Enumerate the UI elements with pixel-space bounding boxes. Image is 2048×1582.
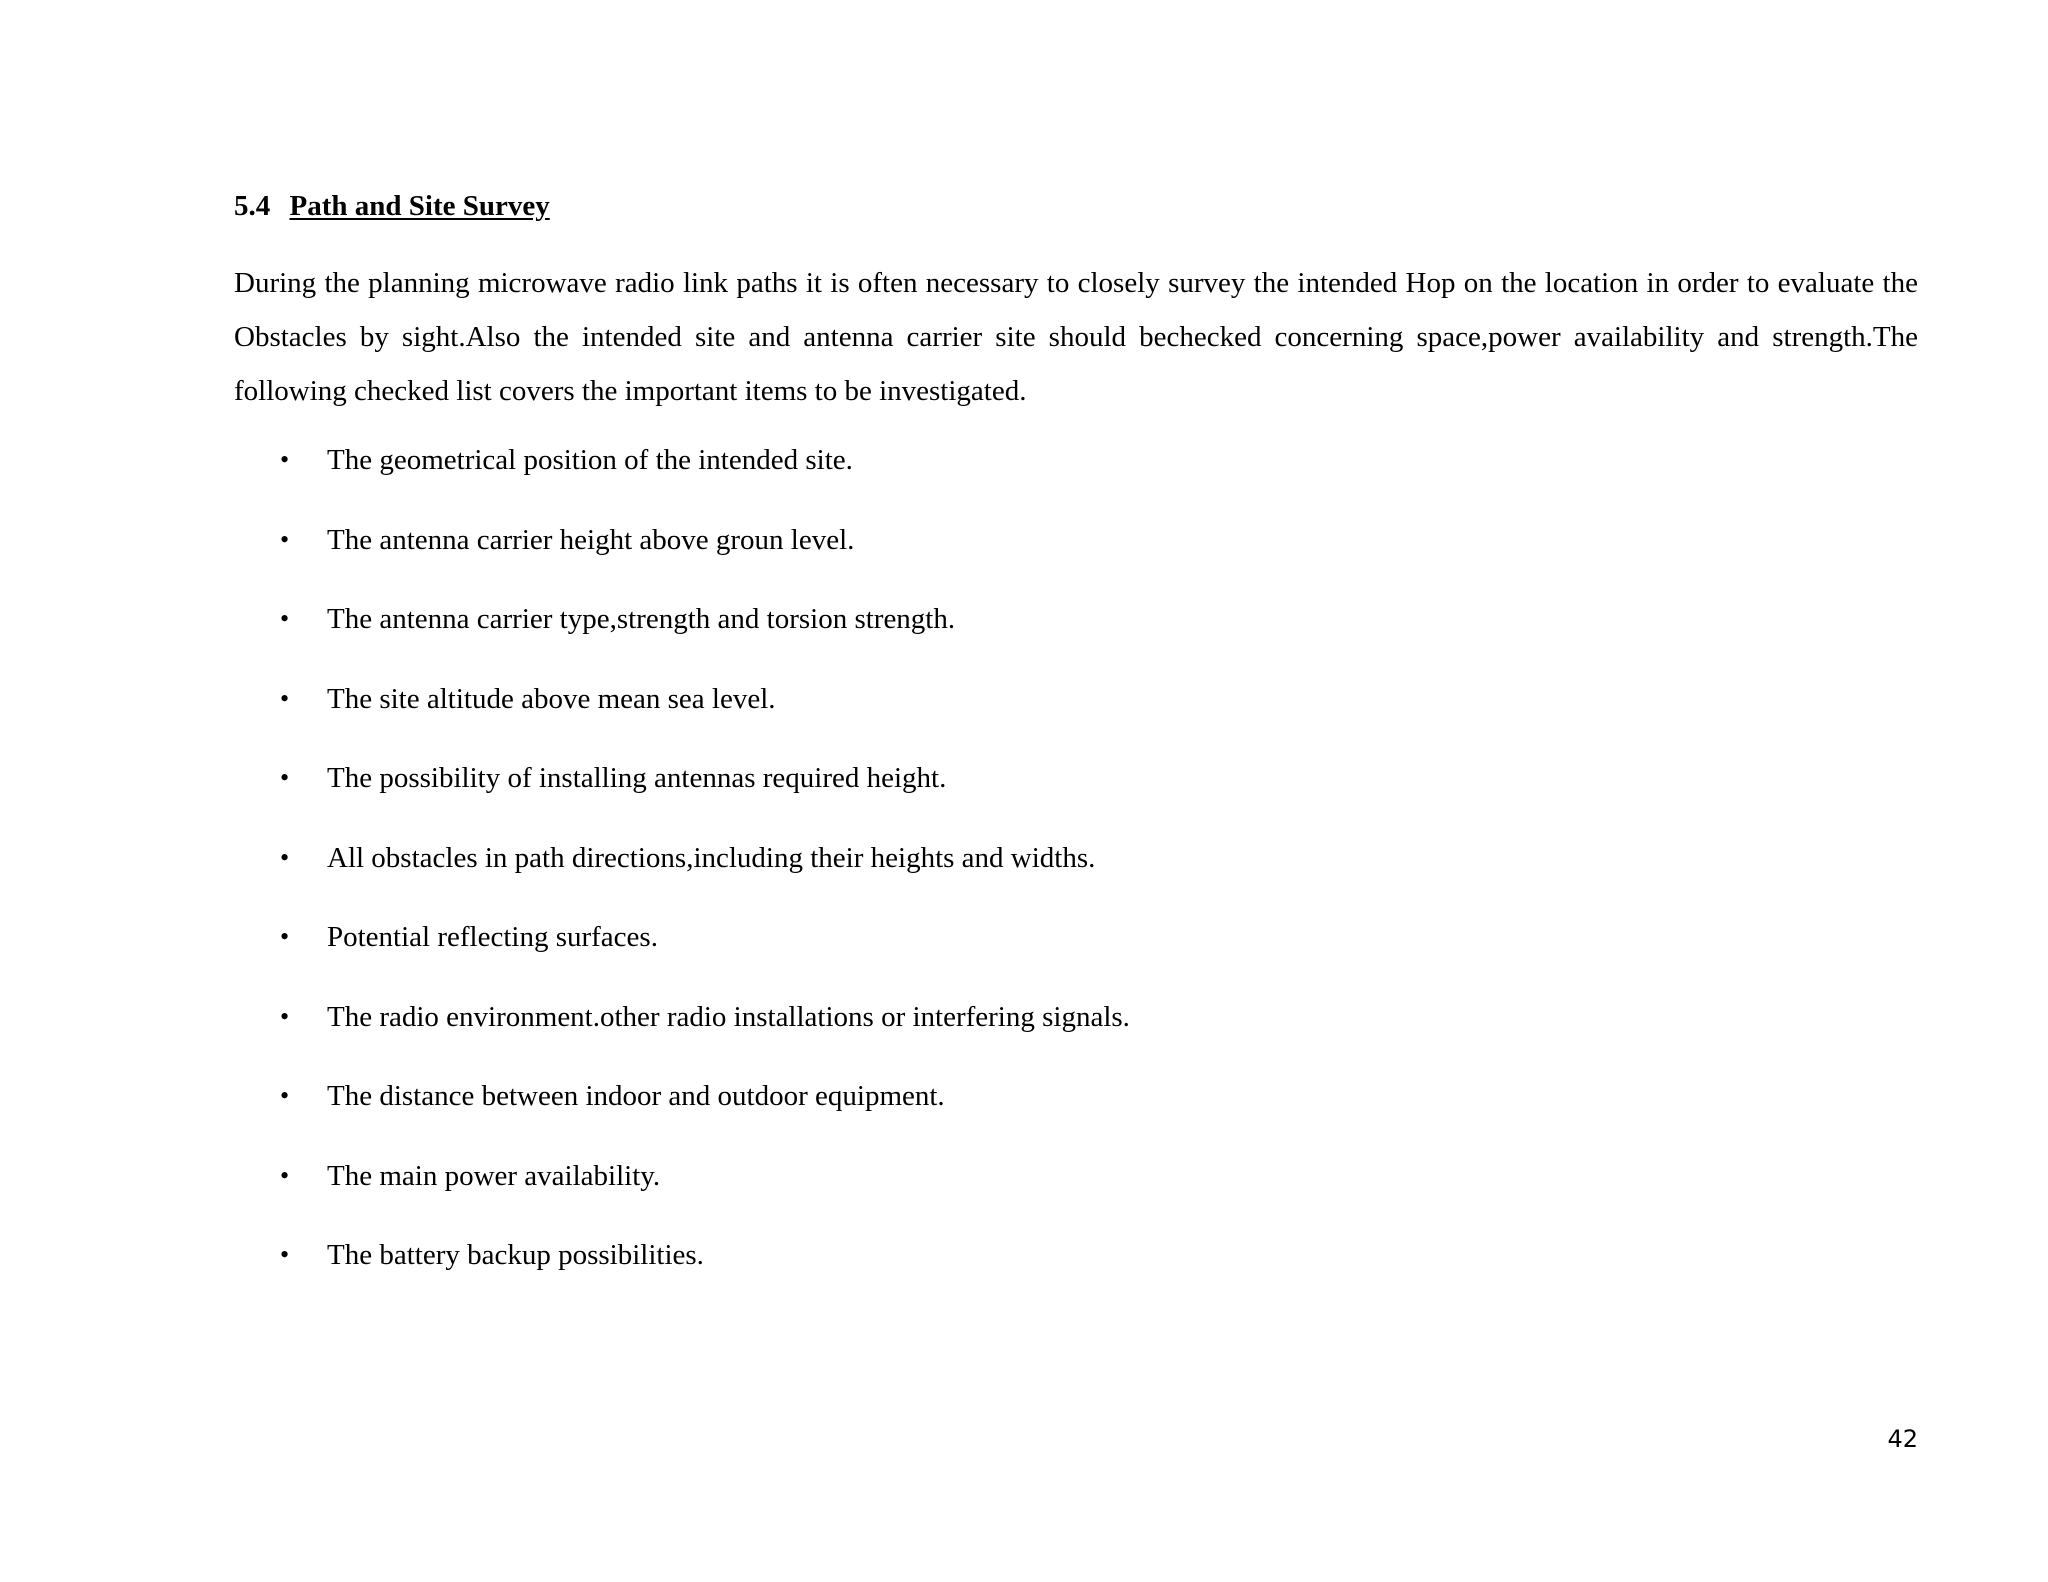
page-number: 42 [1887, 1425, 1918, 1453]
list-item-text: The antenna carrier height above groun level. [327, 523, 855, 556]
list-item-text: The geometrical position of the intended site. [327, 444, 853, 476]
list-item-text: The antenna carrier type,strength and torsion strength. [327, 603, 956, 635]
intro-paragraph: During the planning microwave radio link paths it is often necessary to closely survey the intended Hop on the location in order to evaluate the Obstacles by sight.Also the intended site and antenna carrier site should bechecked concerning space,power availability and strength.The following checked list covers the important items to be investigated. [234, 267, 1918, 407]
bullet-icon: • [280, 1240, 290, 1269]
section-number: 5.4 [234, 190, 271, 222]
list-item-text: All obstacles in path directions,including their heights and widths. [327, 841, 1096, 874]
list-item-text: The radio environment.other radio installations or interfering signals. [327, 1000, 1130, 1033]
list-item [234, 679, 1918, 759]
page-content [234, 186, 1918, 1315]
list-item [234, 758, 1918, 838]
bullet-icon: • [280, 524, 290, 554]
bullet-icon: • [280, 1081, 290, 1110]
bullet-icon: • [280, 445, 290, 474]
list-item-text: The distance between indoor and outdoor equipment. [327, 1080, 945, 1112]
list-item [234, 599, 1918, 679]
list-item [234, 917, 1918, 997]
bullet-icon: • [280, 683, 290, 713]
list-item [234, 1076, 1918, 1156]
list-item [234, 1156, 1918, 1236]
bullet-icon: • [280, 922, 290, 951]
list-item-text: The main power availability. [327, 1159, 661, 1192]
list-item [234, 1235, 1918, 1315]
bullet-icon: • [280, 763, 290, 792]
section-title: Path and Site Survey [289, 190, 550, 222]
bullet-icon: • [280, 604, 290, 633]
list-item-text: The possibility of installing antennas required height. [327, 762, 947, 794]
section-heading [234, 186, 1918, 226]
list-item-text: The battery backup possibilities. [327, 1239, 704, 1271]
list-item [234, 440, 1918, 520]
bullet-icon: • [280, 842, 290, 872]
list-item [234, 997, 1918, 1077]
list-item-text: Potential reflecting surfaces. [327, 921, 658, 953]
list-item [234, 838, 1918, 918]
list-item-text: The site altitude above mean sea level. [327, 682, 776, 715]
bullet-icon: • [280, 1160, 290, 1190]
checklist [234, 440, 1918, 1315]
bullet-icon: • [280, 1001, 290, 1031]
list-item [234, 520, 1918, 600]
